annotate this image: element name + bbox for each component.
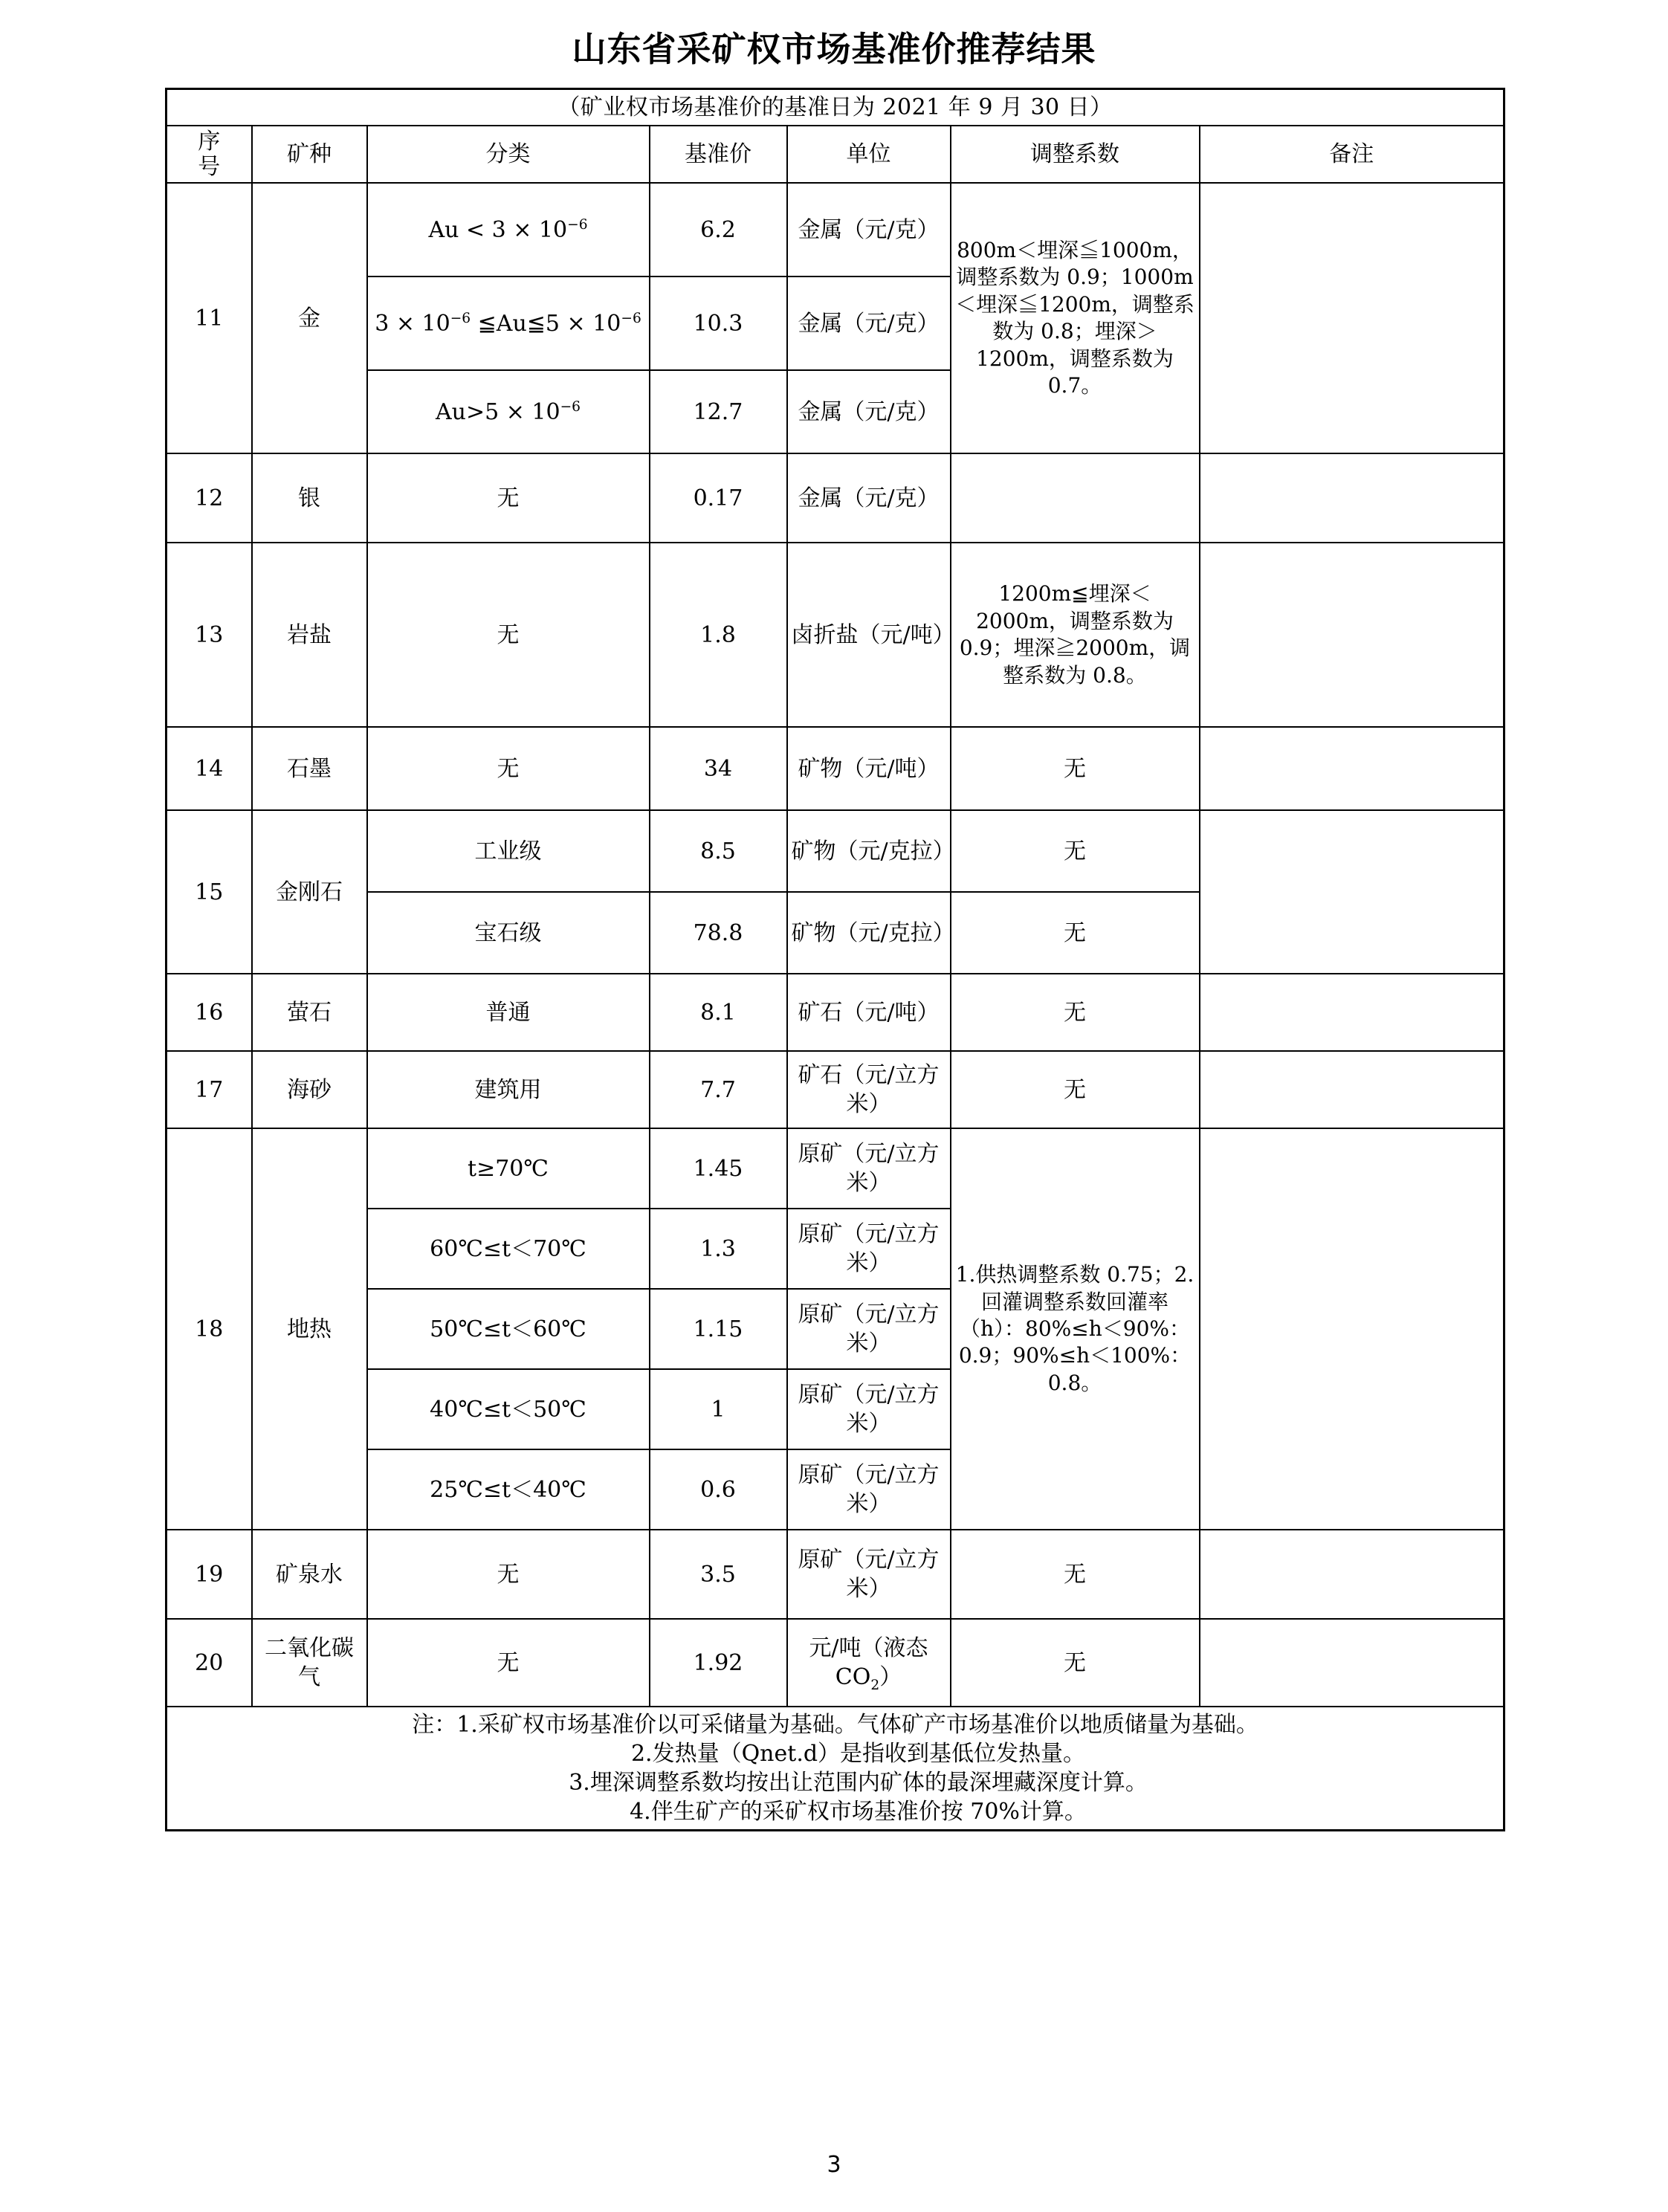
page-title: 山东省采矿权市场基准价推荐结果 <box>572 29 1096 69</box>
cell-adjustment-coefficient: 无 <box>951 810 1200 892</box>
cell-classification: $Au>5 \times 10^{-6}$ <box>367 370 650 453</box>
cell-classification: $Au < 3 \times 10^{-6}$ <box>367 183 650 276</box>
cell-base-price: 3.5 <box>650 1530 787 1619</box>
cell-base-price: 8.1 <box>650 974 787 1051</box>
cell-base-price: 34 <box>650 727 787 810</box>
mining-price-table <box>165 88 1505 1831</box>
cell-classification: 无 <box>367 543 650 727</box>
cell-unit: 原矿（元/立方米） <box>787 1128 951 1209</box>
column-header-no-line2: 号 <box>198 153 221 180</box>
column-header-base-price: 基准价 <box>650 126 787 183</box>
column-header-no-line1: 序 <box>198 129 221 155</box>
note-line: 3.埋深调整系数均按出让范围内矿体的最深埋藏深度计算。 <box>569 1770 1148 1797</box>
note-line: 2.发热量（Qnet.d）是指收到基低位发热量。 <box>630 1741 1086 1768</box>
notes-row <box>167 1707 1504 1831</box>
cell-classification: 25℃≤t＜40℃ <box>367 1449 650 1530</box>
cell-base-price: 78.8 <box>650 892 787 974</box>
table-subtitle: （矿业权市场基准价的基准日为 2021 年 9 月 30 日） <box>167 89 1504 126</box>
column-header-classification: 分类 <box>367 126 650 183</box>
cell-classification: 建筑用 <box>367 1051 650 1128</box>
table-row <box>167 1619 1504 1707</box>
cell-classification: t≥70℃ <box>367 1128 650 1209</box>
cell-adjustment-coefficient: 无 <box>951 727 1200 810</box>
cell-remark <box>1200 543 1504 727</box>
note-line: 注：1.采矿权市场基准价以可采储量为基础。气体矿产市场基准价以地质储量为基础。 <box>412 1712 1258 1739</box>
cell-base-price: 7.7 <box>650 1051 787 1128</box>
cell-unit: 元/吨（液态 $CO_2$） <box>787 1619 951 1707</box>
cell-mineral-kind: 萤石 <box>252 974 367 1051</box>
cell-serial-number: 14 <box>167 727 252 810</box>
cell-base-price: 1 <box>650 1369 787 1449</box>
cell-unit: 金属（元/克） <box>787 276 951 370</box>
column-header-kind: 矿种 <box>252 126 367 183</box>
cell-classification: 无 <box>367 1619 650 1707</box>
cell-base-price: 1.45 <box>650 1128 787 1209</box>
cell-classification: $3 \times 10^{-6}$ ≦Au≦5 × $10^{-6}$ <box>367 276 650 370</box>
note-line: 4.伴生矿产的采矿权市场基准价按 70%计算。 <box>630 1799 1087 1825</box>
cell-serial-number: 15 <box>167 810 252 974</box>
table-row <box>167 810 1504 892</box>
cell-adjustment-coefficient: 1200m≦埋深＜2000m，调整系数为 0.9；埋深≧2000m，调整系数为 0.8。 <box>951 543 1200 727</box>
table-notes <box>167 1707 1504 1831</box>
cell-remark <box>1200 453 1504 543</box>
cell-classification: 工业级 <box>367 810 650 892</box>
cell-adjustment-coefficient: 无 <box>951 1051 1200 1128</box>
cell-unit: 卤折盐（元/吨） <box>787 543 951 727</box>
table-row <box>167 1530 1504 1619</box>
cell-mineral-kind: 银 <box>252 453 367 543</box>
table-header-row <box>167 126 1504 183</box>
cell-serial-number: 19 <box>167 1530 252 1619</box>
page-number: 3 <box>827 2152 841 2178</box>
cell-adjustment-coefficient: 无 <box>951 1619 1200 1707</box>
cell-adjustment-coefficient <box>951 453 1200 543</box>
cell-classification: 无 <box>367 453 650 543</box>
cell-unit: 矿物（元/吨） <box>787 727 951 810</box>
cell-mineral-kind: 地热 <box>252 1128 367 1530</box>
table-row <box>167 543 1504 727</box>
cell-serial-number: 11 <box>167 183 252 453</box>
cell-mineral-kind: 海砂 <box>252 1051 367 1128</box>
cell-unit: 原矿（元/立方米） <box>787 1530 951 1619</box>
cell-base-price: 12.7 <box>650 370 787 453</box>
cell-remark <box>1200 1530 1504 1619</box>
cell-classification: 无 <box>367 727 650 810</box>
cell-unit: 矿石（元/吨） <box>787 974 951 1051</box>
cell-unit: 金属（元/克） <box>787 370 951 453</box>
cell-unit: 金属（元/克） <box>787 183 951 276</box>
column-header-remark: 备注 <box>1200 126 1504 183</box>
cell-mineral-kind: 二氧化碳气 <box>252 1619 367 1707</box>
cell-unit: 矿石（元/立方米） <box>787 1051 951 1128</box>
mining-price-table-wrapper <box>165 88 1503 1831</box>
table-row <box>167 183 1504 276</box>
cell-unit: 金属（元/克） <box>787 453 951 543</box>
cell-base-price: 6.2 <box>650 183 787 276</box>
cell-mineral-kind: 金刚石 <box>252 810 367 974</box>
cell-mineral-kind: 金 <box>252 183 367 453</box>
cell-remark <box>1200 1051 1504 1128</box>
cell-unit: 原矿（元/立方米） <box>787 1449 951 1530</box>
cell-classification: 宝石级 <box>367 892 650 974</box>
cell-unit: 矿物（元/克拉） <box>787 892 951 974</box>
cell-remark <box>1200 974 1504 1051</box>
cell-mineral-kind: 矿泉水 <box>252 1530 367 1619</box>
column-header-no <box>167 126 252 183</box>
table-row <box>167 1051 1504 1128</box>
cell-base-price: 1.92 <box>650 1619 787 1707</box>
cell-remark <box>1200 1128 1504 1530</box>
table-row <box>167 974 1504 1051</box>
cell-adjustment-coefficient: 无 <box>951 1530 1200 1619</box>
cell-base-price: 8.5 <box>650 810 787 892</box>
cell-serial-number: 17 <box>167 1051 252 1128</box>
cell-serial-number: 12 <box>167 453 252 543</box>
cell-classification: 50℃≤t＜60℃ <box>367 1289 650 1369</box>
cell-serial-number: 16 <box>167 974 252 1051</box>
cell-remark <box>1200 727 1504 810</box>
cell-adjustment-coefficient: 1.供热调整系数 0.75；2.回灌调整系数回灌率（h）：80%≤h＜90%：0.9；90%≤h＜100%：0.8。 <box>951 1128 1200 1530</box>
cell-classification: 60℃≤t＜70℃ <box>367 1209 650 1289</box>
cell-base-price: 10.3 <box>650 276 787 370</box>
table-row <box>167 453 1504 543</box>
cell-remark <box>1200 1619 1504 1707</box>
cell-base-price: 1.15 <box>650 1289 787 1369</box>
cell-adjustment-coefficient: 800m＜埋深≦1000m，调整系数为 0.9；1000m＜埋深≦1200m，调整系数为 0.8；埋深＞1200m，调整系数为 0.7。 <box>951 183 1200 453</box>
cell-classification: 无 <box>367 1530 650 1619</box>
cell-unit: 矿物（元/克拉） <box>787 810 951 892</box>
cell-classification: 40℃≤t＜50℃ <box>367 1369 650 1449</box>
cell-remark <box>1200 810 1504 974</box>
cell-mineral-kind: 石墨 <box>252 727 367 810</box>
cell-unit: 原矿（元/立方米） <box>787 1289 951 1369</box>
cell-unit: 原矿（元/立方米） <box>787 1369 951 1449</box>
cell-adjustment-coefficient: 无 <box>951 974 1200 1051</box>
cell-base-price: 1.3 <box>650 1209 787 1289</box>
cell-remark <box>1200 183 1504 453</box>
cell-serial-number: 18 <box>167 1128 252 1530</box>
table-subtitle-row <box>167 89 1504 126</box>
cell-serial-number: 13 <box>167 543 252 727</box>
column-header-adjustment-coefficient: 调整系数 <box>951 126 1200 183</box>
cell-base-price: 0.17 <box>650 453 787 543</box>
column-header-unit: 单位 <box>787 126 951 183</box>
cell-classification: 普通 <box>367 974 650 1051</box>
cell-mineral-kind: 岩盐 <box>252 543 367 727</box>
cell-base-price: 0.6 <box>650 1449 787 1530</box>
cell-adjustment-coefficient: 无 <box>951 892 1200 974</box>
cell-serial-number: 20 <box>167 1619 252 1707</box>
cell-unit: 原矿（元/立方米） <box>787 1209 951 1289</box>
table-row <box>167 727 1504 810</box>
cell-base-price: 1.8 <box>650 543 787 727</box>
table-row <box>167 1128 1504 1209</box>
